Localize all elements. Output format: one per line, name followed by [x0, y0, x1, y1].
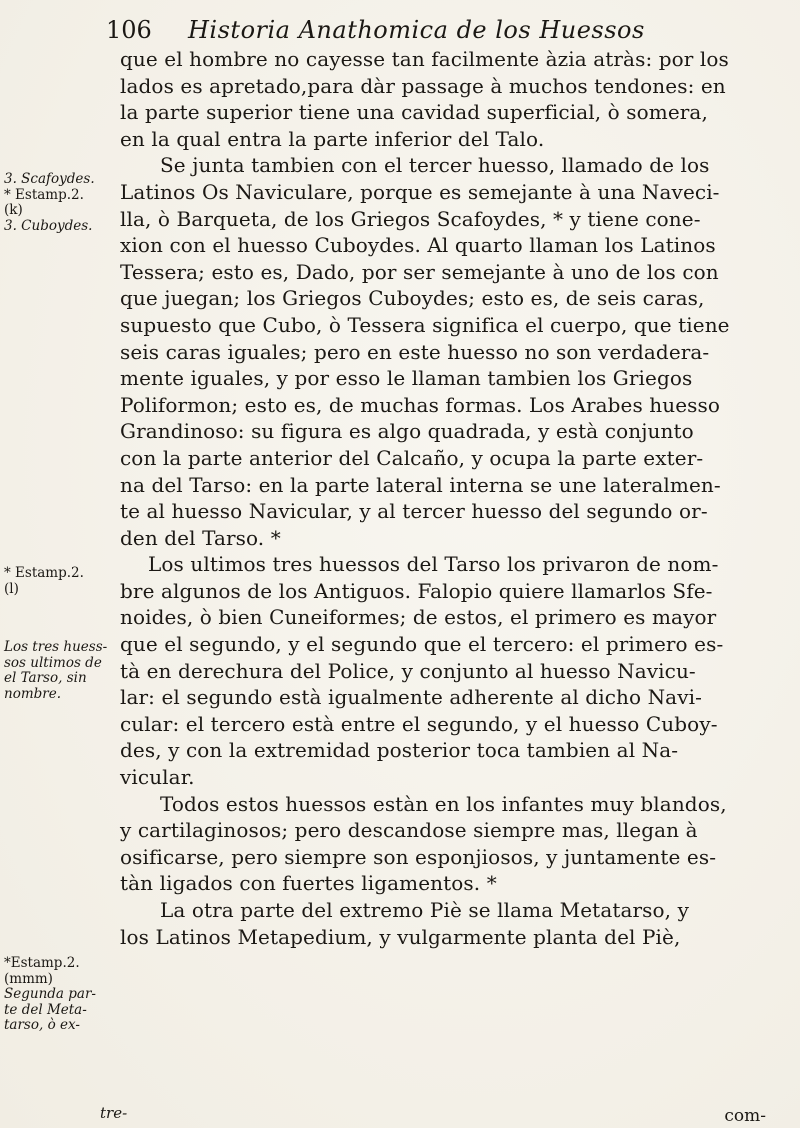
text-line: lla, ò Barqueta, de los Griegos Scafoydes, * y tiene cone-: [120, 206, 701, 231]
text-line: Poliformon; esto es, de muchas formas. Los Arabes huesso: [120, 392, 721, 417]
text-line: vicular.: [120, 765, 195, 790]
text-line: des, y con la extremidad posterior toca tambien al Na-: [120, 738, 679, 763]
margin-note-estamp-l: [4, 566, 116, 597]
margin-line: Los tres huess-: [4, 639, 108, 655]
margin-line: * Estamp.2.: [4, 565, 84, 581]
catchword-left: tre-: [100, 1104, 128, 1122]
text-line: supuesto que Cubo, ò Tessera significa el cuerpo, que tiene: [120, 312, 730, 337]
text-line: tà en derechura del Police, y conjunto al huesso Navicu-: [120, 658, 696, 683]
margin-note-metatarso: [4, 956, 116, 1034]
text-line: xion con el huesso Cuboydes. Al quarto llaman los Latinos: [120, 233, 716, 258]
margin-line: (l): [4, 580, 19, 597]
margin-line: el Tarso, sin: [4, 670, 87, 686]
text-line: Grandinoso: su figura es algo quadrada, y està conjunto: [120, 419, 694, 444]
margin-line: (k): [4, 202, 23, 218]
text-line: Los ultimos tres huessos del Tarso los privaron de nom-: [148, 552, 719, 577]
running-header: [106, 16, 706, 46]
margin-line: nombre.: [4, 685, 61, 702]
margin-line: (mmm): [4, 970, 53, 987]
text-line: na del Tarso: en la parte lateral interna se une lateralmen-: [120, 472, 721, 497]
text-line: te al huesso Navicular, y al tercer huesso del segundo or-: [120, 499, 708, 524]
margin-line: Segunda par-: [4, 986, 96, 1002]
margin-line: sos ultimos de: [4, 654, 102, 671]
margin-note-tres-huessos: [4, 640, 116, 702]
text-line: los Latinos Metapedium, y vulgarmente planta del Piè,: [120, 924, 681, 949]
margin-line: 3. Scafoydes.: [4, 171, 95, 187]
text-line: lar: el segundo està igualmente adherente al dicho Navi-: [120, 685, 702, 710]
margin-note-scafoydes: [4, 172, 116, 234]
text-line: La otra parte del extremo Piè se llama Metatarso, y: [160, 898, 689, 922]
catchword-right: com-: [724, 1106, 766, 1126]
running-title: Historia Anathomica de los Huessos: [188, 16, 645, 44]
text-line: cular: el tercero està entre el segundo, y el huesso Cuboy-: [120, 711, 718, 736]
text-line: Todos estos huessos estàn en los infantes muy blandos,: [160, 791, 727, 816]
text-line: mente iguales, y por esso le llaman tambien los Griegos: [120, 366, 693, 391]
text-line: en la qual entra la parte inferior del Talo.: [120, 126, 545, 151]
text-line: Latinos Os Naviculare, porque es semejante à una Naveci-: [120, 179, 720, 204]
text-line: seis caras iguales; pero en este huesso no son verdadera-: [120, 339, 710, 364]
text-line: que el hombre no cayesse tan facilmente àzia atràs: por los: [120, 47, 729, 71]
text-line: y cartilaginosos; pero descandose siempre mas, llegan à: [120, 818, 698, 843]
margin-line: 3. Cuboydes.: [4, 217, 93, 234]
text-line: Tessera; esto es, Dado, por ser semejante à uno de los con: [120, 259, 719, 284]
page-number: 106: [106, 16, 152, 44]
text-line: con la parte anterior del Calcaño, y ocupa la parte exter-: [120, 445, 704, 470]
margin-line: te del Meta-: [4, 1001, 87, 1018]
text-line: que juegan; los Griegos Cuboydes; esto es, de seis caras,: [120, 286, 705, 311]
text-line: bre algunos de los Antiguos. Falopio quiere llamarlos Sfe-: [120, 578, 713, 603]
text-line: que el segundo, y el segundo que el tercero: el primero es-: [120, 632, 724, 657]
margin-line: * Estamp.2.: [4, 186, 84, 203]
text-line: noides, ò bien Cuneiformes; de estos, el primero es mayor: [120, 605, 717, 630]
text-line: den del Tarso. *: [120, 525, 281, 550]
text-line: tàn ligados con fuertes ligamentos. *: [120, 871, 497, 896]
margin-line: tarso, ò ex-: [4, 1017, 80, 1033]
margin-line: *Estamp.2.: [4, 955, 80, 971]
text-line: Se junta tambien con el tercer huesso, llamado de los: [160, 153, 710, 178]
body-text: [120, 46, 768, 950]
text-line: la parte superior tiene una cavidad superficial, ò somera,: [120, 100, 708, 125]
text-line: osificarse, pero siempre son esponjiosos, y juntamente es-: [120, 844, 717, 869]
text-line: lados es apretado,para dàr passage à muchos tendones: en: [120, 73, 726, 98]
